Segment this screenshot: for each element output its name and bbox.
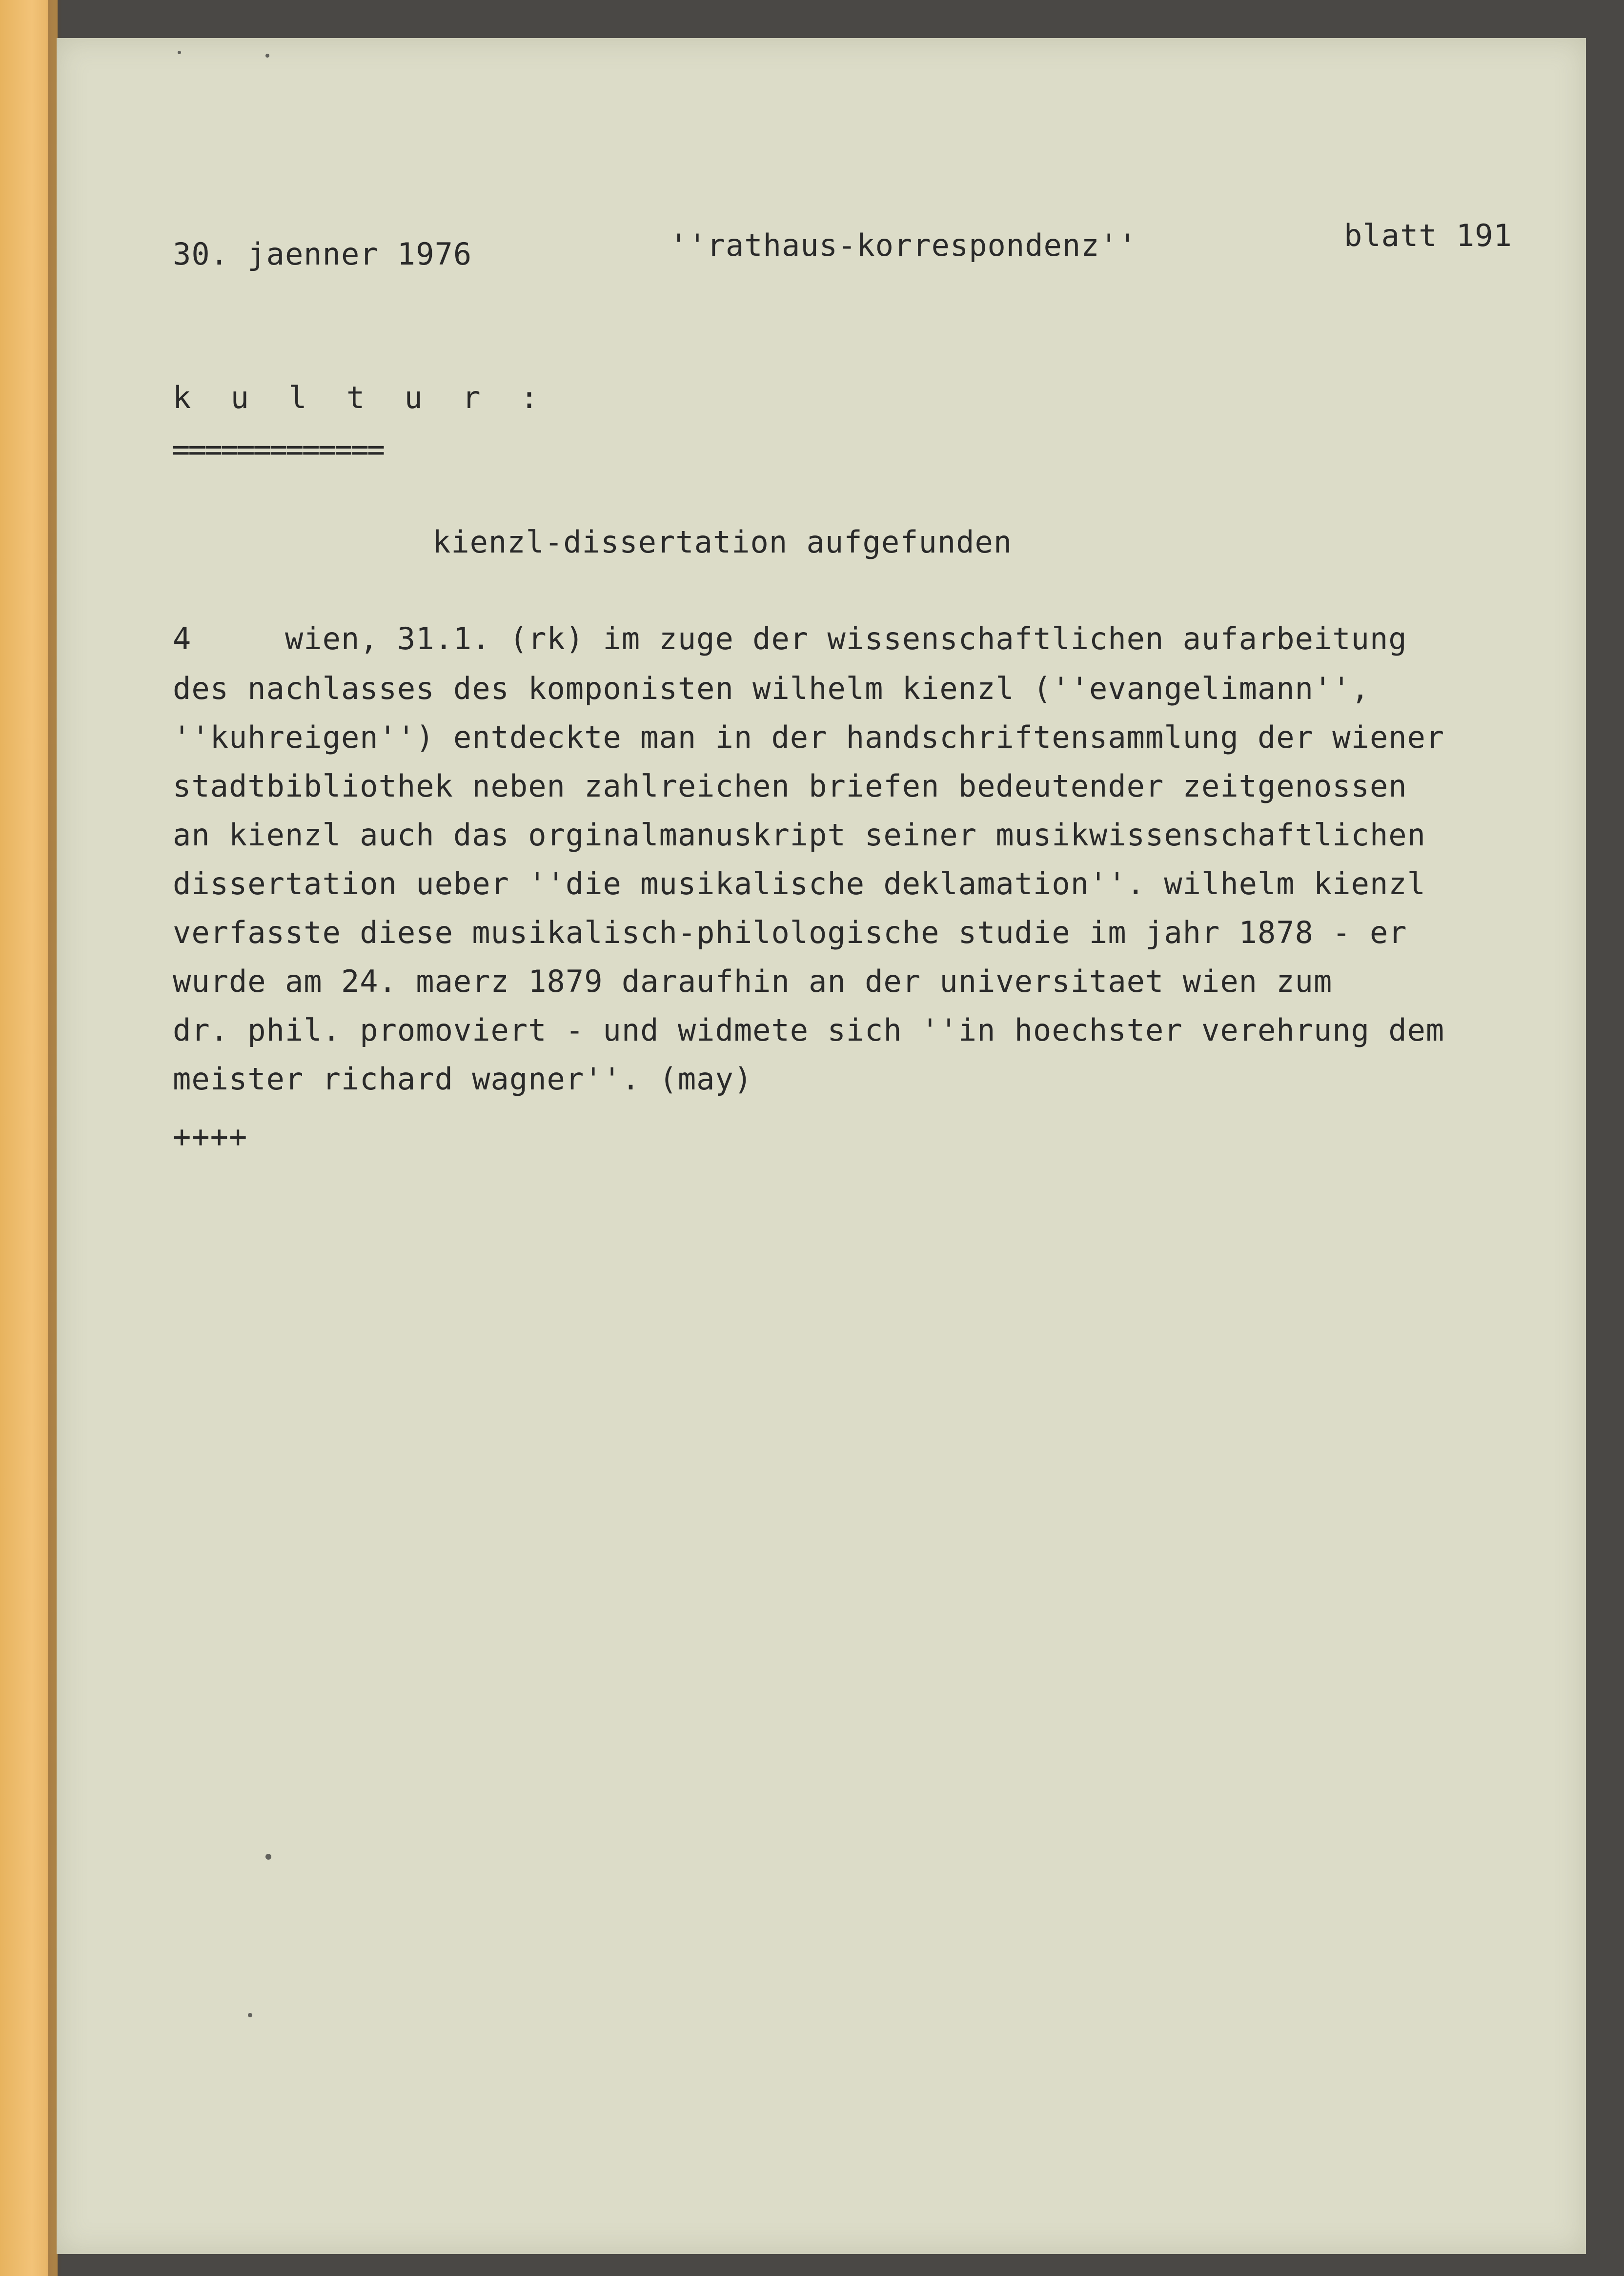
paper-speck (178, 51, 181, 54)
section-underline: ============= (172, 431, 384, 467)
header-sheet-number: blatt 191 (1344, 218, 1512, 253)
article-line: an kienzl auch das orginalmanuskript seiner musikwissenschaftlichen (173, 817, 1426, 853)
article-line: ''kuhreigen'') entdeckte man in der handschriftensammlung der wiener (173, 719, 1445, 755)
header-date: 30. jaenner 1976 (173, 236, 472, 272)
article-line: dissertation ueber ''die musikalische deklamation''. wilhelm kienzl (173, 866, 1426, 902)
article-line: des nachlasses des komponisten wilhelm kienzl (''evangelimann'', (173, 671, 1370, 706)
article-line: dr. phil. promoviert - und widmete sich ''in hoechster verehrung dem (173, 1012, 1445, 1048)
article-end-mark: ++++ (173, 1119, 248, 1154)
article-line: 4 wien, 31.1. (rk) im zuge der wissenschaftlichen aufarbeitung (173, 621, 1407, 656)
article-line: verfasste diese musikalisch-philologische studie im jahr 1878 - er (173, 915, 1407, 950)
article-line: meister richard wagner''. (may) (173, 1061, 753, 1097)
paper-speck (265, 1854, 271, 1860)
paper-speck (265, 54, 269, 58)
typewritten-page (57, 38, 1586, 2254)
article-headline: kienzl-dissertation aufgefunden (432, 524, 1013, 560)
article-line: stadtbibliothek neben zahlreichen briefen bedeutender zeitgenossen (173, 768, 1407, 804)
article-line: wurde am 24. maerz 1879 daraufhin an der universitaet wien zum (173, 964, 1333, 999)
paper-speck (248, 2013, 252, 2017)
header-publication: ''rathaus-korrespondenz'' (670, 227, 1137, 263)
section-title: k u l t u r : (173, 380, 549, 415)
